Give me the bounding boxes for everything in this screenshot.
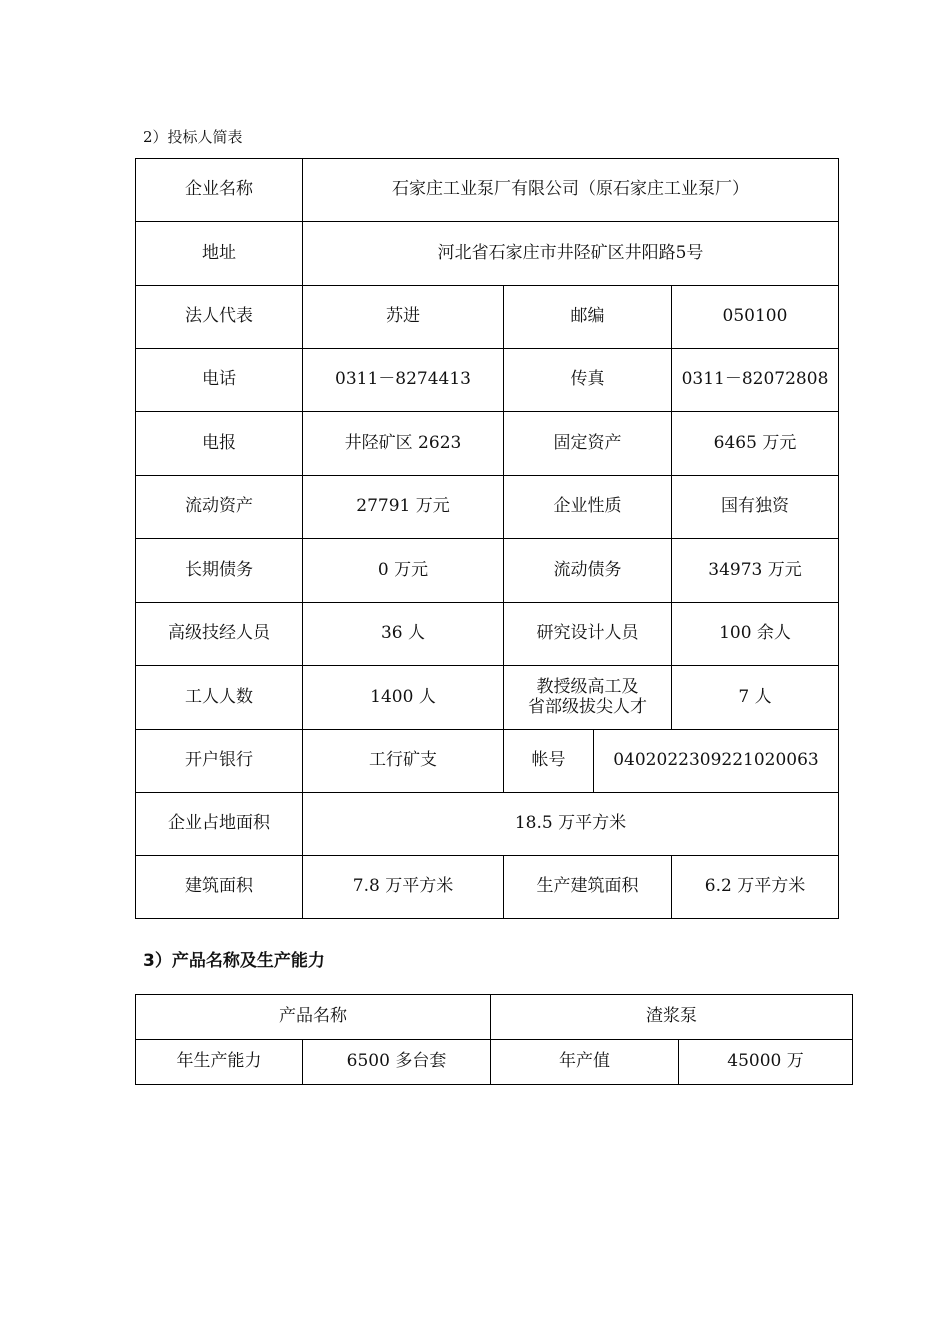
table-row xyxy=(136,222,839,286)
fax-label: 传真 xyxy=(504,349,672,412)
product-name-value: 渣浆泵 xyxy=(491,995,853,1040)
talent-value: 7 人 xyxy=(672,666,839,730)
fax-value: 0311－82072808 xyxy=(672,349,839,412)
rd-staff-value: 100 余人 xyxy=(672,603,839,666)
phone-value: 0311－8274413 xyxy=(303,349,504,412)
bidder-summary-table xyxy=(135,158,839,919)
table-row xyxy=(136,349,839,412)
production-building-area-label: 生产建筑面积 xyxy=(504,856,672,919)
account-value: 0402022309221020063 xyxy=(594,730,839,793)
table-row xyxy=(136,856,839,919)
land-area-label: 企业占地面积 xyxy=(136,793,303,856)
section-2-heading: 2）投标人简表 xyxy=(143,128,243,146)
section-3-heading: 3）产品名称及生产能力 xyxy=(143,951,325,971)
table-row xyxy=(136,476,839,539)
annual-output-value: 45000 万 xyxy=(679,1040,853,1085)
company-name-value: 石家庄工业泵厂有限公司（原石家庄工业泵厂） xyxy=(303,159,839,222)
table-row xyxy=(136,666,839,730)
talent-label xyxy=(504,666,672,730)
telegraph-label: 电报 xyxy=(136,412,303,476)
current-assets-label: 流动资产 xyxy=(136,476,303,539)
senior-staff-value: 36 人 xyxy=(303,603,504,666)
enterprise-nature-value: 国有独资 xyxy=(672,476,839,539)
workers-label: 工人人数 xyxy=(136,666,303,730)
workers-value: 1400 人 xyxy=(303,666,504,730)
postcode-value: 050100 xyxy=(672,286,839,349)
phone-label: 电话 xyxy=(136,349,303,412)
table-row xyxy=(136,1040,853,1085)
address-label: 地址 xyxy=(136,222,303,286)
table-row xyxy=(136,603,839,666)
table-row xyxy=(136,412,839,476)
annual-capacity-label: 年生产能力 xyxy=(136,1040,303,1085)
table-row xyxy=(136,539,839,603)
table-row xyxy=(136,995,853,1040)
production-building-area-value: 6.2 万平方米 xyxy=(672,856,839,919)
table-row xyxy=(136,793,839,856)
land-area-value: 18.5 万平方米 xyxy=(303,793,839,856)
rd-staff-label: 研究设计人员 xyxy=(504,603,672,666)
table-row xyxy=(136,730,839,793)
fixed-assets-label: 固定资产 xyxy=(504,412,672,476)
postcode-label: 邮编 xyxy=(504,286,672,349)
building-area-label: 建筑面积 xyxy=(136,856,303,919)
talent-label-line2: 省部级拔尖人才 xyxy=(528,696,647,717)
table-row xyxy=(136,159,839,222)
talent-label-line1: 教授级高工及 xyxy=(536,676,639,697)
company-name-label: 企业名称 xyxy=(136,159,303,222)
current-debt-label: 流动债务 xyxy=(504,539,672,603)
current-assets-value: 27791 万元 xyxy=(303,476,504,539)
bank-value: 工行矿支 xyxy=(303,730,504,793)
account-label: 帐号 xyxy=(504,730,594,793)
long-term-debt-value: 0 万元 xyxy=(303,539,504,603)
enterprise-nature-label: 企业性质 xyxy=(504,476,672,539)
table-row xyxy=(136,286,839,349)
building-area-value: 7.8 万平方米 xyxy=(303,856,504,919)
annual-output-label: 年产值 xyxy=(491,1040,679,1085)
bank-label: 开户银行 xyxy=(136,730,303,793)
annual-capacity-value: 6500 多台套 xyxy=(303,1040,491,1085)
fixed-assets-value: 6465 万元 xyxy=(672,412,839,476)
senior-staff-label: 高级技经人员 xyxy=(136,603,303,666)
long-term-debt-label: 长期债务 xyxy=(136,539,303,603)
address-value: 河北省石家庄市井陉矿区井阳路5号 xyxy=(303,222,839,286)
product-capacity-table xyxy=(135,994,853,1085)
telegraph-value: 井陉矿区 2623 xyxy=(303,412,504,476)
legal-rep-value: 苏进 xyxy=(303,286,504,349)
product-name-label: 产品名称 xyxy=(136,995,491,1040)
legal-rep-label: 法人代表 xyxy=(136,286,303,349)
current-debt-value: 34973 万元 xyxy=(672,539,839,603)
